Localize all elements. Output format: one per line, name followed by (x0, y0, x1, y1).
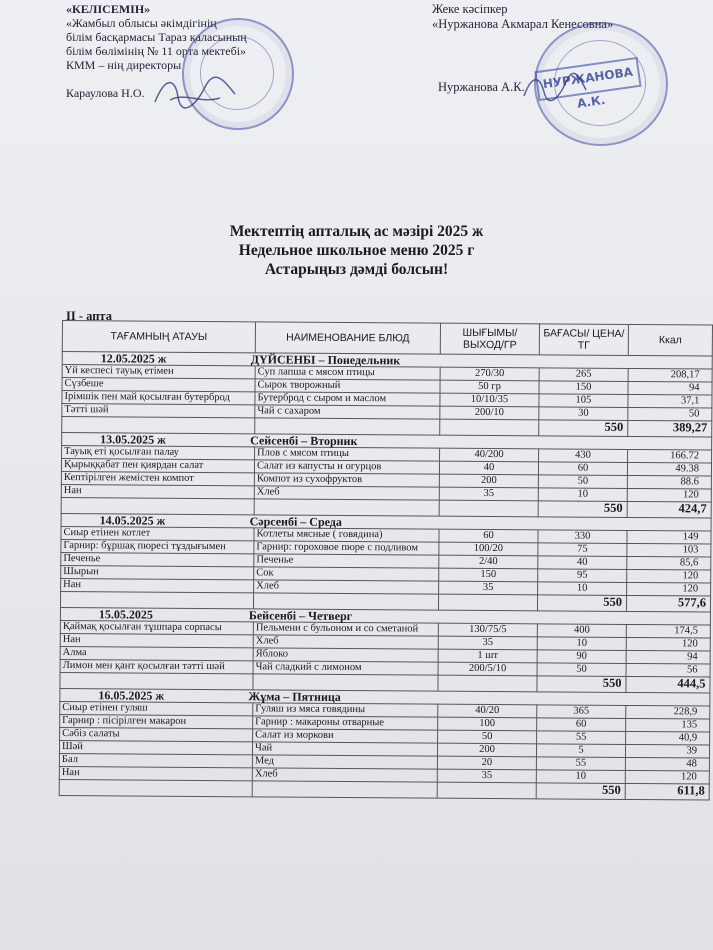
dish-name-kz: Нан (61, 484, 254, 498)
dish-name-ru: Плов с мясом птицы (255, 447, 440, 461)
dish-price: 5 (536, 744, 625, 758)
dish-name-ru: Сок (254, 567, 439, 581)
total-empty (254, 499, 439, 516)
dish-kcal: 174,5 (626, 624, 710, 638)
dish-kcal: 120 (625, 770, 709, 784)
total-empty (253, 593, 438, 610)
dish-price: 90 (537, 650, 626, 664)
dish-kcal: 166.72 (628, 449, 712, 463)
total-empty (59, 779, 252, 796)
dish-price: 430 (539, 449, 628, 463)
dish-price: 40 (538, 556, 627, 570)
day-total-price: 550 (538, 501, 627, 518)
dish-price: 55 (536, 757, 625, 771)
dish-name-ru: Мед (252, 755, 437, 769)
menu-title-kz: Мектептің апталық ас мәзірі 2025 ж (229, 223, 484, 240)
dish-kcal: 120 (627, 582, 711, 596)
day-total-row (59, 779, 709, 800)
dish-name-ru: Салат из моркови (253, 729, 438, 743)
header-kcal: Ккал (628, 324, 712, 356)
dish-name-ru: Хлеб (252, 768, 437, 782)
dish-name-ru: Бутерброд с сыром и маслом (255, 392, 440, 406)
dish-name-ru: Пельмени с бульоном и со сметаной (253, 622, 438, 636)
dish-name-ru: Яблоко (253, 648, 438, 662)
menu-table-wrapper (59, 320, 712, 801)
menu-table (59, 320, 713, 801)
dish-output: 50 гр (440, 380, 539, 394)
dish-output: 270/30 (440, 367, 539, 381)
day-date: 13.05.2025 ж (100, 432, 166, 447)
dish-name-ru: Чай (252, 742, 437, 756)
dish-price: 400 (537, 624, 626, 638)
entrepreneur-stamp: НУРЖАНОВА А.К. (534, 57, 641, 101)
dish-kcal: 49.38 (627, 462, 711, 476)
dish-kcal: 103 (627, 543, 711, 557)
total-empty (438, 675, 537, 692)
day-total-kcal: 424,7 (627, 501, 711, 518)
day-name: Бейсенбі – Четверг (248, 608, 353, 624)
dish-name-ru: Суп лапша с мясом птицы (255, 366, 440, 380)
dish-output: 100/20 (439, 542, 538, 556)
dish-kcal: 94 (628, 381, 712, 395)
dish-name-ru: Гарнир: гороховое пюре с подливом (254, 541, 439, 555)
dish-output: 200 (437, 743, 536, 757)
dish-name-kz: Шырын (61, 565, 254, 579)
day-name: Сейсенбі – Вторник (250, 433, 358, 449)
dish-output: 35 (438, 636, 537, 650)
day-name: ДҮЙСЕНБІ – Понедельник (250, 352, 401, 368)
dish-price: 10 (536, 770, 625, 784)
dish-name-ru: Гуляш из мяса говядины (253, 703, 438, 717)
dish-kcal: 85,6 (627, 556, 711, 570)
total-empty (440, 419, 539, 436)
menu-title-ru: Недельное школьное меню 2025 г (238, 242, 475, 259)
total-empty (437, 782, 536, 799)
dish-name-kz: Қаймақ қосылған тұшпара сорпасы (60, 620, 253, 634)
dish-output: 1 шт (438, 649, 537, 663)
dish-name-kz: Бал (59, 753, 252, 767)
dish-name-ru: Печенье (254, 554, 439, 568)
total-empty (255, 418, 440, 435)
total-empty (62, 417, 255, 434)
day-total-kcal: 389,27 (628, 420, 712, 437)
dish-kcal: 135 (626, 718, 710, 732)
dish-name-kz: Қырыққабат пен қиярдан салат (61, 459, 254, 473)
dish-name-ru: Котлеты мясные ( говядина) (254, 528, 439, 542)
day-date: 14.05.2025 ж (99, 513, 166, 528)
dish-price: 60 (537, 718, 626, 732)
dish-output: 35 (437, 769, 536, 783)
day-total-price: 550 (536, 783, 625, 800)
dish-output: 130/75/5 (438, 623, 537, 637)
approval-left-signature-name: Караулова Н.О. (66, 86, 145, 100)
approval-left-line: білім бөлімінің № 11 орта мектебі» (66, 44, 247, 58)
dish-output: 35 (439, 581, 538, 595)
dish-price: 75 (538, 543, 627, 557)
day-total-kcal: 611,8 (625, 783, 709, 800)
dish-price: 50 (537, 663, 626, 677)
dish-name-kz: Алма (60, 646, 253, 660)
dish-output: 200/5/10 (438, 662, 537, 676)
approval-right-line: Жеке кәсіпкер (432, 2, 508, 16)
dish-price: 10 (538, 582, 627, 596)
dish-price: 10 (537, 637, 626, 651)
dish-kcal: 149 (627, 530, 711, 544)
dish-output: 40 (439, 461, 538, 475)
dish-price: 365 (537, 705, 626, 719)
approval-right-signature-name: Нуржанова А.К. (438, 80, 525, 94)
dish-price: 105 (539, 394, 628, 408)
dish-name-kz: Сиыр етінен котлет (61, 526, 254, 540)
header-kz-name: ТАҒАМНЫҢ АТАУЫ (62, 321, 255, 353)
approval-left-line: білім басқармасы Тараз қаласының (66, 30, 247, 44)
day-total-price: 550 (539, 420, 628, 437)
dish-price: 55 (537, 731, 626, 745)
dish-name-ru: Салат из капусты и огурцов (254, 460, 439, 474)
dish-name-ru: Хлеб (254, 580, 439, 594)
day-total-kcal: 444,5 (626, 676, 710, 693)
dish-output: 200/10 (440, 406, 539, 420)
dish-price: 95 (538, 569, 627, 583)
dish-name-kz: Кептірілген жемістен компот (61, 471, 254, 485)
dish-name-kz: Нан (59, 766, 252, 780)
dish-kcal: 228,9 (626, 705, 710, 719)
total-empty (253, 674, 438, 691)
dish-kcal: 39 (625, 744, 709, 758)
day-date: 15.05.2025 (98, 607, 153, 622)
day-name: Жұма – Пятница (248, 689, 341, 704)
dish-output: 60 (439, 529, 538, 543)
dish-price: 60 (538, 462, 627, 476)
total-empty (438, 594, 537, 611)
day-name: Сәрсенбі – Среда (249, 514, 342, 529)
dish-output: 40/20 (438, 704, 537, 718)
dish-price: 30 (539, 407, 628, 421)
approval-left-line: «Жамбыл облысы әкімдігінің (66, 16, 217, 30)
dish-output: 40/200 (440, 448, 539, 462)
dish-kcal: 120 (626, 637, 710, 651)
director-signature-icon (150, 72, 240, 112)
week-label: II - апта (66, 309, 112, 323)
dish-output: 10/10/35 (440, 393, 539, 407)
total-empty (60, 591, 253, 608)
dish-output: 2/40 (439, 555, 538, 569)
dish-output: 50 (438, 730, 537, 744)
dish-name-kz: Гарнир: бұршақ пюресі тұздығымен (61, 539, 254, 553)
day-total-price: 550 (537, 595, 626, 612)
dish-kcal: 37,1 (628, 394, 712, 408)
dish-kcal: 48 (625, 757, 709, 771)
dish-price: 265 (539, 368, 628, 382)
dish-name-kz: Сүзбеше (62, 378, 255, 392)
dish-output: 100 (438, 717, 537, 731)
day-date: 12.05.2025 ж (100, 351, 167, 366)
dish-name-kz: Шәй (59, 740, 252, 754)
dish-kcal: 40,9 (626, 731, 710, 745)
dish-kcal: 120 (627, 569, 711, 583)
dish-kcal: 88.6 (627, 475, 711, 489)
day-total-price: 550 (537, 676, 626, 693)
dish-output: 150 (439, 568, 538, 582)
day-date: 16.05.2025 ж (98, 688, 165, 703)
approval-left-title: «КЕЛІСЕМІН» (66, 2, 151, 16)
total-empty (60, 672, 253, 689)
dish-name-kz: Тәтті шәй (62, 404, 255, 418)
entrepreneur-signature-icon (520, 70, 590, 104)
dish-kcal: 208,17 (628, 368, 712, 382)
dish-price: 150 (539, 381, 628, 395)
dish-kcal: 56 (626, 663, 710, 677)
dish-output: 200 (439, 474, 538, 488)
dish-price: 330 (538, 530, 627, 544)
dish-name-kz: Лимон мен қант қосылған тәтті шәй (60, 659, 253, 673)
dish-output: 20 (437, 756, 536, 770)
dish-name-kz: Тауық еті қосылған палау (62, 446, 255, 460)
menu-title-block (0, 222, 713, 279)
dish-name-kz: Сиыр етінен гуляш (60, 701, 253, 715)
dish-name-kz: Үй кеспесі тауық етімен (62, 365, 255, 379)
dish-kcal: 120 (627, 488, 711, 502)
dish-name-kz: Гарнир : пісірілген макарон (60, 714, 253, 728)
dish-kcal: 50 (628, 407, 712, 421)
header-ru-name: НАИМЕНОВАНИЕ БЛЮД (255, 322, 440, 354)
dish-name-ru: Компот из сухофруктов (254, 473, 439, 487)
dish-name-ru: Чай сладкий с лимоном (253, 661, 438, 675)
dish-price: 10 (538, 488, 627, 502)
approval-right-line: «Нуржанова Акмарал Кенесовна» (432, 17, 614, 31)
total-empty (61, 497, 254, 514)
dish-name-kz: Печенье (61, 552, 254, 566)
day-total-kcal: 577,6 (626, 595, 710, 612)
header-output: ШЫҒЫМЫ/ ВЫХОД/ГР (440, 323, 539, 355)
dish-name-ru: Чай с сахаром (255, 405, 440, 419)
dish-name-kz: Сәбіз салаты (60, 727, 253, 741)
dish-name-ru: Хлеб (253, 635, 438, 649)
dish-output: 35 (439, 487, 538, 501)
total-empty (252, 781, 437, 798)
dish-name-ru: Сырок творожный (255, 379, 440, 393)
header-price: БАҒАСЫ/ ЦЕНА/ТГ (539, 324, 628, 356)
dish-name-ru: Хлеб (254, 486, 439, 500)
menu-table-body (59, 352, 712, 801)
dish-name-kz: Нан (60, 633, 253, 647)
dish-name-ru: Гарнир : макароны отварные (253, 716, 438, 730)
total-empty (439, 500, 538, 517)
approval-left-line: КММ – нің директоры (66, 58, 182, 72)
dish-name-kz: Ірімшік пен май қосылған бутерброд (62, 391, 255, 405)
menu-greeting: Астарыңыз дәмді болсын! (264, 261, 449, 278)
dish-price: 50 (538, 475, 627, 489)
dish-name-kz: Нан (61, 578, 254, 592)
dish-kcal: 94 (626, 650, 710, 664)
